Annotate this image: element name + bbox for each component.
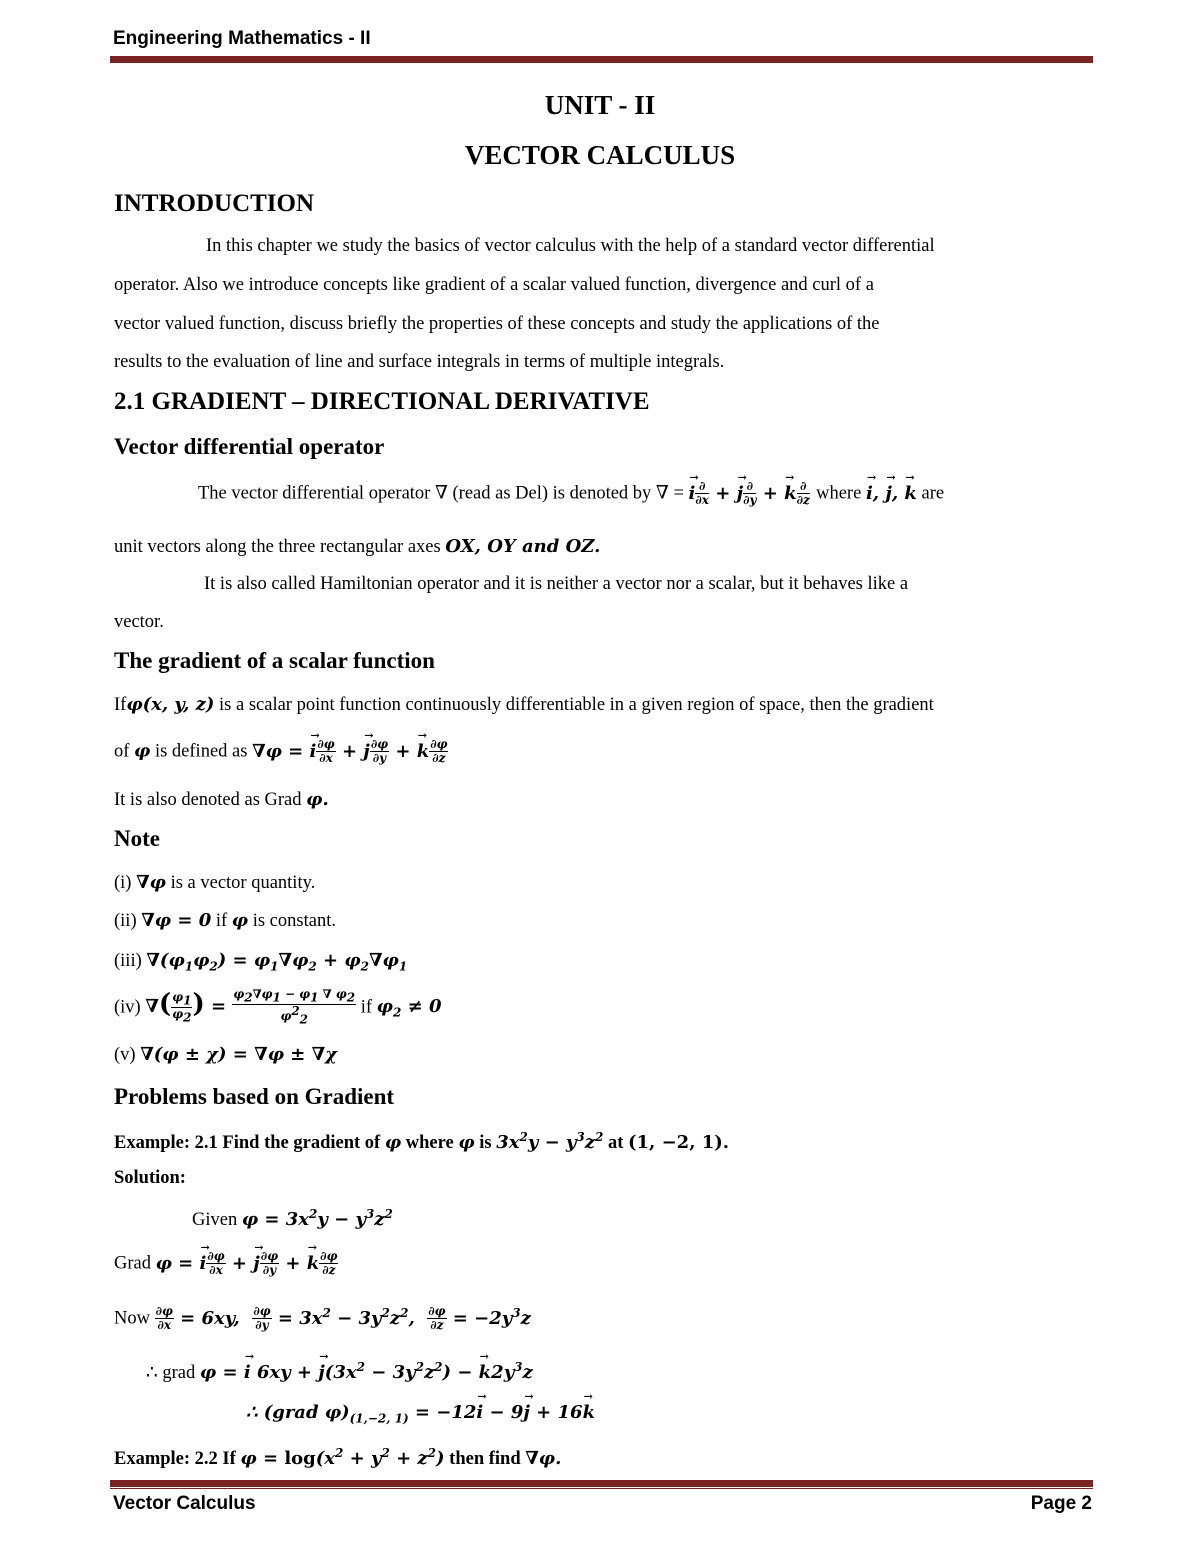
operator-line-3: It is also called Hamiltonian operator and it is neither a vector nor a scalar, but it behaves like a — [204, 574, 909, 594]
note-math-5: ∇(φ ± χ) = ∇φ ± ∇χ — [140, 1044, 337, 1065]
note-item-2 — [114, 910, 1089, 932]
intro-heading: INTRODUCTION — [114, 190, 315, 217]
note-math-4: ∇( $\frac{\varphi_1}{\varphi_2}$ ) = $\frac{\varphi_2\nabla\varphi_1 - \varphi_1 \nabla \varphi_2}{\varphi^2_2}$ — [145, 987, 356, 1027]
gradient-text-grad: It is also denoted as Grad — [114, 790, 302, 810]
note-label-1: (i) — [114, 873, 132, 893]
result-line — [246, 1402, 1200, 1426]
note-text-4: if — [360, 997, 373, 1018]
problems-heading: Problems based on Gradient — [114, 1084, 395, 1109]
note-text-2a: if — [215, 911, 228, 931]
phi-function: φ(x, y, z) — [126, 694, 215, 715]
intro-line-1: In this chapter we study the basics of vector calculus with the help of a standard vector differential — [206, 236, 935, 256]
operator-line-4: vector. — [114, 612, 164, 632]
gradient-line-1 — [114, 694, 1089, 716]
now-math: $\frac{\partial\varphi}{\partial x}$ = 6xy, $\frac{\partial\varphi}{\partial y}$ = $3x^2 - 3y^2z^2$, $\frac{\partial\varphi}{\partial z}$ = $-2y^3z$ — [155, 1304, 531, 1332]
now-text: Now — [114, 1308, 150, 1329]
note-math-2b: φ — [231, 910, 249, 931]
gradient-line-3 — [114, 789, 1089, 811]
phi-dot: φ. — [306, 789, 329, 810]
note-item-5 — [114, 1044, 1089, 1066]
note-math-2: ∇φ = 0 — [141, 910, 212, 931]
gradient-heading: The gradient of a scalar function — [114, 648, 435, 673]
unit-vectors: → i, → j, → k — [866, 483, 917, 504]
therefore-grad-line — [146, 1360, 1121, 1384]
gradient-line-2 — [114, 738, 1089, 765]
note-math-4b: $\varphi_2 \ne 0$ — [376, 996, 442, 1020]
note-math-1: ∇φ — [136, 872, 166, 893]
therefore-grad-text: ∴ grad — [146, 1363, 196, 1383]
example-2-1: Example: 2.1 Find the gradient of φ where φ is $3x^2y - y^3z^2$ at (1, −2, 1). — [114, 1130, 730, 1153]
note-label-3: (iii) — [114, 951, 142, 971]
given-line — [192, 1207, 1167, 1231]
solution-label: Solution: — [114, 1168, 186, 1188]
note-item-4 — [114, 988, 1089, 1027]
footer-rule-thin — [110, 1488, 1093, 1489]
unit-title: UNIT - II — [544, 90, 656, 120]
gradient-text-b: is a scalar point function continuously differentiable in a given region of space, then the gradient — [219, 695, 934, 715]
grad-text: Grad — [114, 1253, 151, 1274]
gradient-text-if: If — [114, 695, 127, 715]
example-2-2-tail: then find — [449, 1449, 521, 1469]
note-text-1: is a vector quantity. — [170, 873, 316, 893]
example-2-1-where: where — [405, 1133, 454, 1153]
example-2-1-is: is — [479, 1133, 492, 1153]
operator-line-2 — [114, 536, 1089, 558]
given-text: Given — [192, 1210, 238, 1230]
example-2-1-point: (1, −2, 1). — [628, 1132, 730, 1153]
example-2-2 — [114, 1446, 1089, 1470]
intro-line-3: vector valued function, discuss briefly the properties of these concepts and study the applications of the — [114, 314, 880, 334]
result-math: ∴ (grad $\varphi)_{(1,-2, 1)} = -12\to i - 9\to j + 16\to k$ — [246, 1402, 595, 1423]
gradient-text-defined: is defined as — [154, 741, 248, 762]
note-label-2: (ii) — [114, 911, 137, 931]
chapter-title: VECTOR CALCULUS — [464, 140, 736, 170]
section-heading: 2.1 GRADIENT – DIRECTIONAL DERIVATIVE — [114, 388, 650, 415]
note-item-3 — [114, 950, 1089, 974]
intro-line-4: results to the evaluation of line and surface integrals in terms of multiple integrals. — [114, 352, 725, 372]
example-2-2-text: Example: 2.2 If — [114, 1449, 236, 1469]
note-label-5: (v) — [114, 1045, 136, 1065]
note-math-3: $\nabla(\varphi_1\varphi_2) = \varphi_1\nabla\varphi_2 + \varphi_2\nabla\varphi_1$ — [146, 950, 408, 974]
operator-text-c: are — [921, 483, 945, 504]
operator-text-b: where — [816, 483, 862, 504]
therefore-grad-math: φ = → i 6xy + → $j(3x^2 - 3y^2z^2)$ − → $k2y^3z$ — [200, 1362, 533, 1383]
note-item-1 — [114, 872, 1089, 894]
operator-heading: Vector differential operator — [114, 434, 385, 459]
operator-text-a: The vector differential operator ∇ (read as Del) is denoted by ∇ = — [198, 483, 684, 504]
operator-text-d: unit vectors along the three rectangular axes — [114, 537, 441, 557]
gradient-text-of: of — [114, 741, 130, 762]
example-2-2-del: ∇φ. — [525, 1448, 562, 1469]
grad-math: φ = → i $\frac{\partial\varphi}{\partial x}$ + → j $\frac{\partial\varphi}{\partial y}$ + → k $\frac{\partial\varphi}{\partial z}$ — [156, 1253, 339, 1274]
example-2-1-at: at — [607, 1133, 624, 1153]
footer-left: Vector Calculus — [113, 1493, 256, 1514]
example-2-2-math: $\varphi = \log(x^2 + y^2 + z^2)$ — [240, 1446, 445, 1469]
note-text-2b: is constant. — [252, 911, 336, 931]
running-header: Engineering Mathematics - II — [113, 28, 371, 49]
grad-line — [114, 1250, 1089, 1277]
header-rule — [110, 56, 1093, 63]
note-label-4: (iv) — [114, 997, 141, 1018]
gradient-definition: ∇φ = → i $\frac{\partial\varphi}{\partial x}$ + → j $\frac{\partial\varphi}{\partial y}$ + → k $\frac{\partial\varphi}{\partial z}$ — [252, 741, 448, 762]
example-2-1-function: $3x^2y - y^3z^2$ — [496, 1130, 604, 1153]
given-math: $\varphi = 3x^2y - y^3z^2$ — [241, 1207, 393, 1230]
del-definition: → i $\frac{\partial}{\partial x}$ + → j $\frac{\partial}{\partial y}$ + → k $\frac{\partial}{\partial z}$ — [689, 483, 817, 504]
axes-math: OX, OY and OZ. — [445, 536, 601, 557]
example-2-1-text: Example: 2.1 Find the gradient of — [114, 1133, 381, 1153]
note-heading: Note — [114, 826, 160, 851]
phi-symbol: φ — [134, 740, 151, 762]
footer-rule — [110, 1480, 1093, 1487]
operator-line-1 — [198, 480, 1173, 507]
footer-page-number: Page 2 — [1030, 1493, 1092, 1514]
intro-line-2: operator. Also we introduce concepts like gradient of a scalar valued function, divergence and curl of a — [114, 275, 874, 295]
now-line — [114, 1305, 1089, 1332]
